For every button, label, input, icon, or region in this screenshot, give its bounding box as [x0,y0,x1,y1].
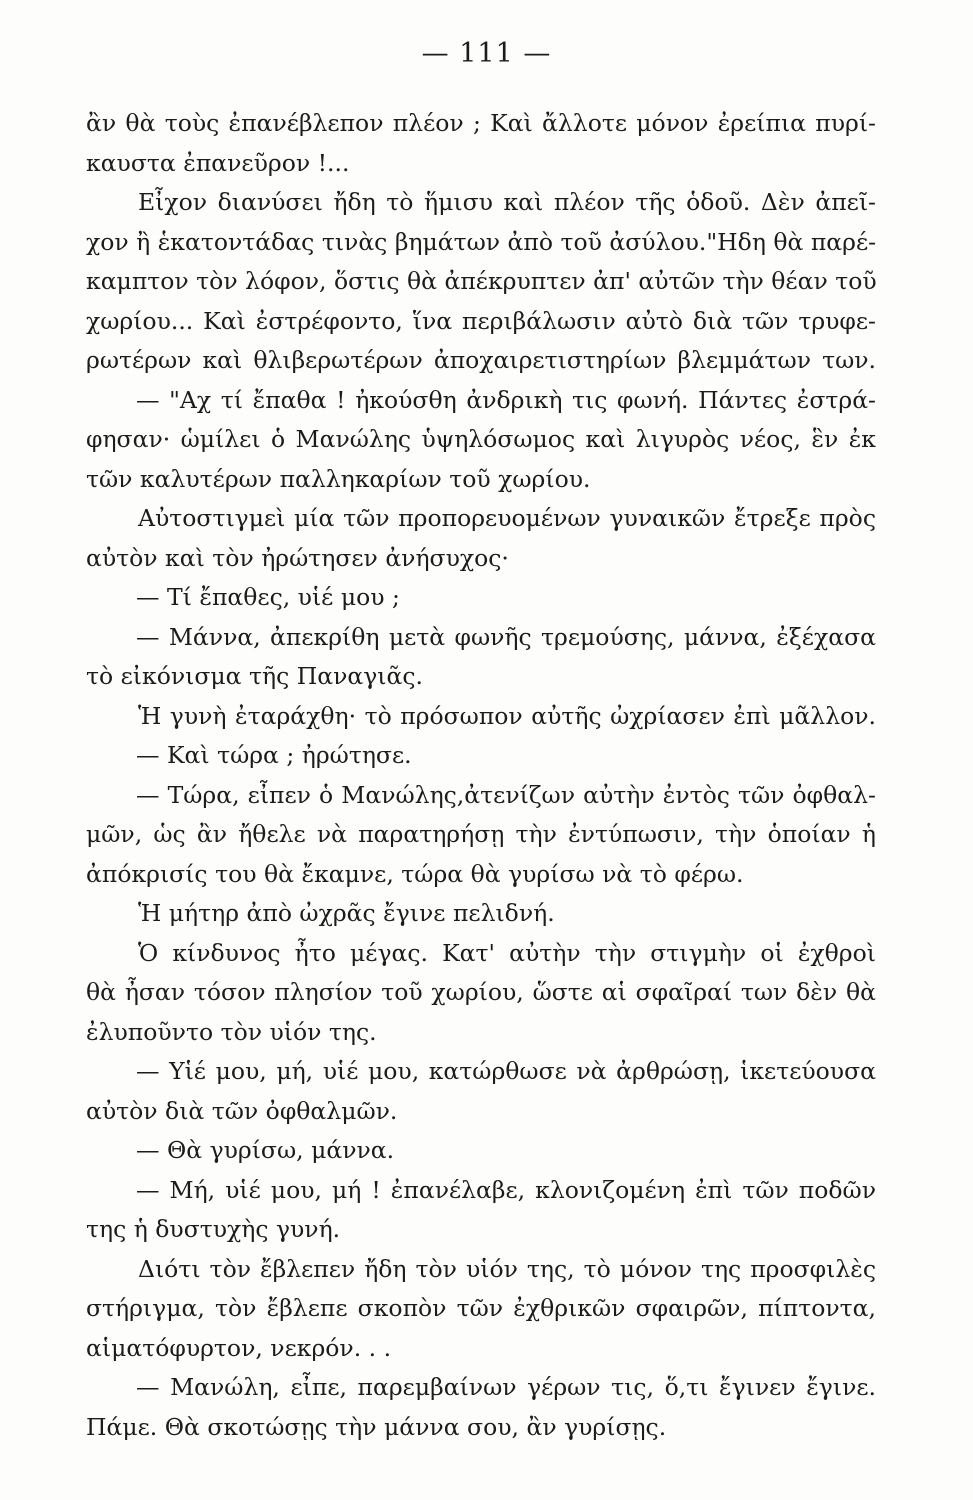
text-line: — Μανώλη, εἶπε, παρεμβαίνων γέρων τις, ὅ,τι ἔγινεν ἔγινε. [136,1373,876,1401]
text-line: τὸ εἰκόνισμα τῆς Παναγιᾶς. [86,662,423,690]
text-line: αὐτὸν καὶ τὸν ἠρώτησεν ἀνήσυχος· [86,543,509,572]
text-line: — Μάννα, ἀπεκρίθη μετὰ φωνῆς τρεμούσης, μάννα, ἐξέχασα [136,622,876,651]
text-line: — Τί ἔπαθες, υἱέ μου ; [136,583,400,611]
text-line: καυστα ἐπανεῦρον !... [86,148,350,177]
text-line: θὰ ἦσαν τόσον πλησίον τοῦ χωρίου, ὥστε αἱ σφαῖραί των δὲν θὰ [86,978,876,1006]
text-line: — Μή, υἱέ μου, μή ! ἐπανέλαβε, κλονιζομένη ἐπὶ τῶν ποδῶν [136,1175,876,1204]
text-line: Αὐτοστιγμεὶ μία τῶν προπορευομένων γυναικῶν ἔτρεξε πρὸς [138,504,876,532]
text-line: Εἶχον διανύσει ἤδη τὸ ἥμισυ καὶ πλέον τῆς ὁδοῦ. Δὲν ἀπεῖ- [138,188,876,216]
text-line: ἂν θὰ τοὺς ἐπανέβλεπον πλέον ; Καὶ ἄλλοτε μόνον ἐρείπια πυρί- [86,109,876,137]
text-line: Πάμε. Θὰ σκοτώσῃς τὴν μάννα σου, ἂν γυρίσῃς. [86,1412,667,1441]
text-line: χωρίου... Καὶ ἐστρέφοντο, ἵνα περιβάλωσιν αὐτὸ διὰ τῶν τρυφε- [86,306,876,335]
text-line: — Υἱέ μου, μή, υἱέ μου, κατώρθωσε νὰ ἀρθρώσῃ, ἱκετεύουσα [136,1057,876,1085]
text-line: ρωτέρων καὶ θλιβερωτέρων ἀποχαιρετιστηρίων βλεμμάτων των. [86,346,876,374]
text-line: — Τώρα, εἶπεν ὁ Μανώλης,ἀτενίζων αὐτὴν ἐντὸς τῶν ὀφθαλ- [136,780,876,809]
text-line: μῶν, ὡς ἂν ἤθελε νὰ παρατηρήσῃ τὴν ἐντύπωσιν, τὴν ὁποίαν ἡ [86,820,876,848]
page-number: — 111 — [421,38,552,69]
text-line: Ἡ μήτηρ ἀπὸ ὠχρᾶς ἔγινε πελιδνή. [138,899,555,927]
text-line: ἀπόκρισίς του θὰ ἔκαμνε, τώρα θὰ γυρίσω νὰ τὸ φέρω. [86,859,744,888]
text-line: στήριγμα, τὸν ἔβλεπε σκοπὸν τῶν ἐχθρικῶν σφαιρῶν, πίπτοντα, [86,1294,876,1322]
text-line: χον ἢ ἑκατοντάδας τινὰς βημάτων ἀπὸ τοῦ ἀσύλου."Ηδη θὰ παρέ- [86,227,877,256]
text-line: Ἡ γυνὴ ἐταράχθη· τὸ πρόσωπον αὐτῆς ὠχρίασεν ἐπὶ μᾶλλον. [138,701,876,730]
text-line: της ἡ δυστυχὴς γυνή. [86,1215,341,1243]
text-line: ἐλυποῦντο τὸν υἱόν της. [86,1017,377,1046]
text-line: αὐτὸν διὰ τῶν ὀφθαλμῶν. [86,1096,398,1125]
text-line: αἱματόφυρτον, νεκρόν. . . [86,1333,392,1362]
text-line: Διότι τὸν ἔβλεπεν ἤδη τὸν υἱόν της, τὸ μόνον της προσφιλὲς [138,1254,876,1283]
text-line: Ὁ κίνδυνος ἦτο μέγας. Κατ' αὐτὴν τὴν στιγμὴν οἱ ἐχθροὶ [138,938,876,967]
text-line: — Θὰ γυρίσω, μάννα. [136,1136,395,1164]
text-line: φησαν· ὡμίλει ὁ Μανώλης ὑψηλόσωμος καὶ λιγυρὸς νέος, ἓν ἐκ [86,425,876,453]
text-line: καμπτον τὸν λόφον, ὅστις θὰ ἀπέκρυπτεν ἀπ' αὐτῶν τὴν θέαν τοῦ [86,267,877,295]
page-text [86,104,876,1447]
text-line: τῶν καλυτέρων παλληκαρίων τοῦ χωρίου. [86,464,591,493]
text-line: — "Αχ τί ἔπαθα ! ἠκούσθη ἀνδρικὴ τις φωνή. Πάντες ἐστρά- [136,385,876,414]
text-line: — Καὶ τώρα ; ἠρώτησε. [136,741,412,769]
